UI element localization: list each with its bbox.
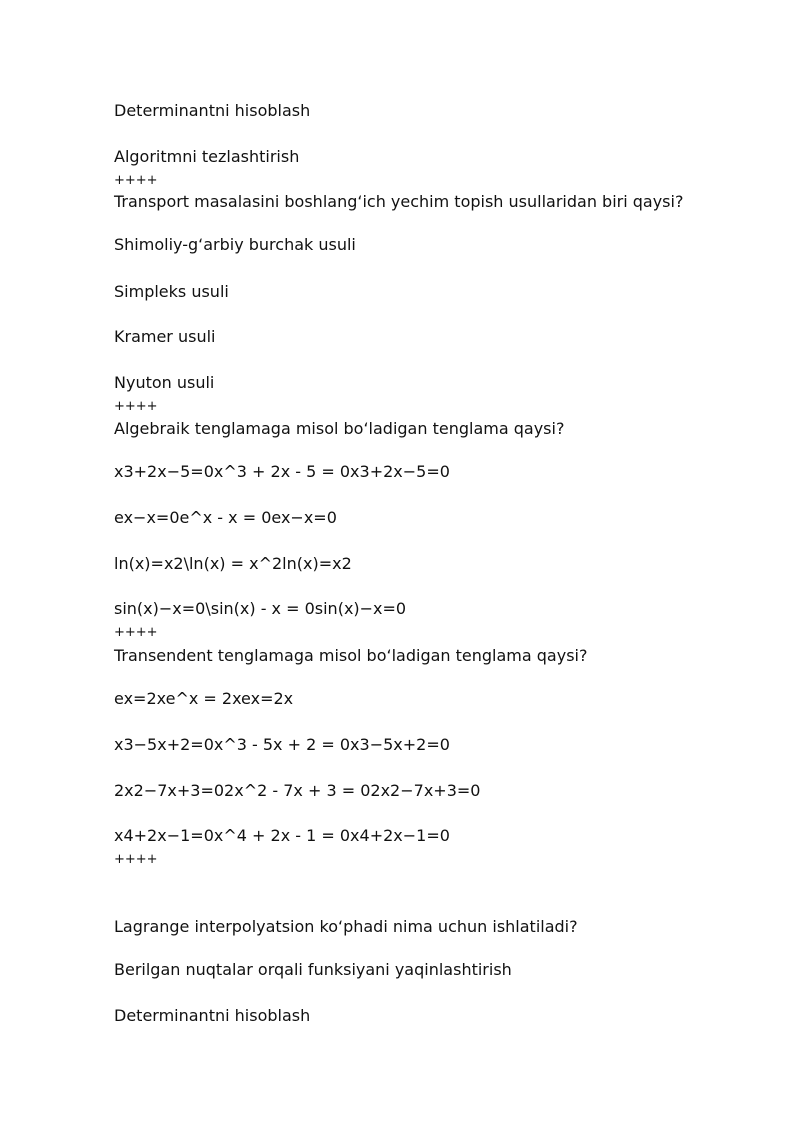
answer-option: Berilgan nuqtalar orqali funksiyani yaqinlashtirish [114,960,512,979]
answer-option: Algoritmni tezlashtirish [114,147,300,166]
question-text: Algebraik tenglamaga misol bo‘ladigan tenglama qaysi? [114,419,565,438]
answer-option: ln(x)=x2\ln(x) = x^2ln(x)=x2 [114,554,352,573]
answer-option: ex−x=0e^x - x = 0ex−x=0 [114,508,337,527]
answer-option: Shimoliy-g‘arbiy burchak usuli [114,235,356,254]
answer-option: Kramer usuli [114,327,216,346]
question-text: Lagrange interpolyatsion ko‘phadi nima uchun ishlatiladi? [114,917,578,936]
answer-option: x4+2x−1=0x^4 + 2x - 1 = 0x4+2x−1=0 [114,826,450,845]
answer-option: x3+2x−5=0x^3 + 2x - 5 = 0x3+2x−5=0 [114,462,450,481]
question-separator: ++++ [114,173,158,188]
answer-option: 2x2−7x+3=02x^2 - 7x + 3 = 02x2−7x+3=0 [114,781,481,800]
question-separator: ++++ [114,852,158,867]
question-text: Transport masalasini boshlang‘ich yechim topish usullaridan biri qaysi? [114,192,684,211]
answer-option: Determinantni hisoblash [114,1006,311,1025]
answer-option: ex=2xe^x = 2xex=2x [114,689,294,708]
answer-option: sin(x)−x=0\sin(x) - x = 0sin(x)−x=0 [114,599,407,618]
question-text: Transendent tenglamaga misol bo‘ladigan tenglama qaysi? [114,646,588,665]
answer-option: Determinantni hisoblash [114,101,311,120]
question-separator: ++++ [114,399,158,414]
question-separator: ++++ [114,625,158,640]
answer-option: Nyuton usuli [114,373,215,392]
answer-option: Simpleks usuli [114,282,229,301]
answer-option: x3−5x+2=0x^3 - 5x + 2 = 0x3−5x+2=0 [114,735,450,754]
